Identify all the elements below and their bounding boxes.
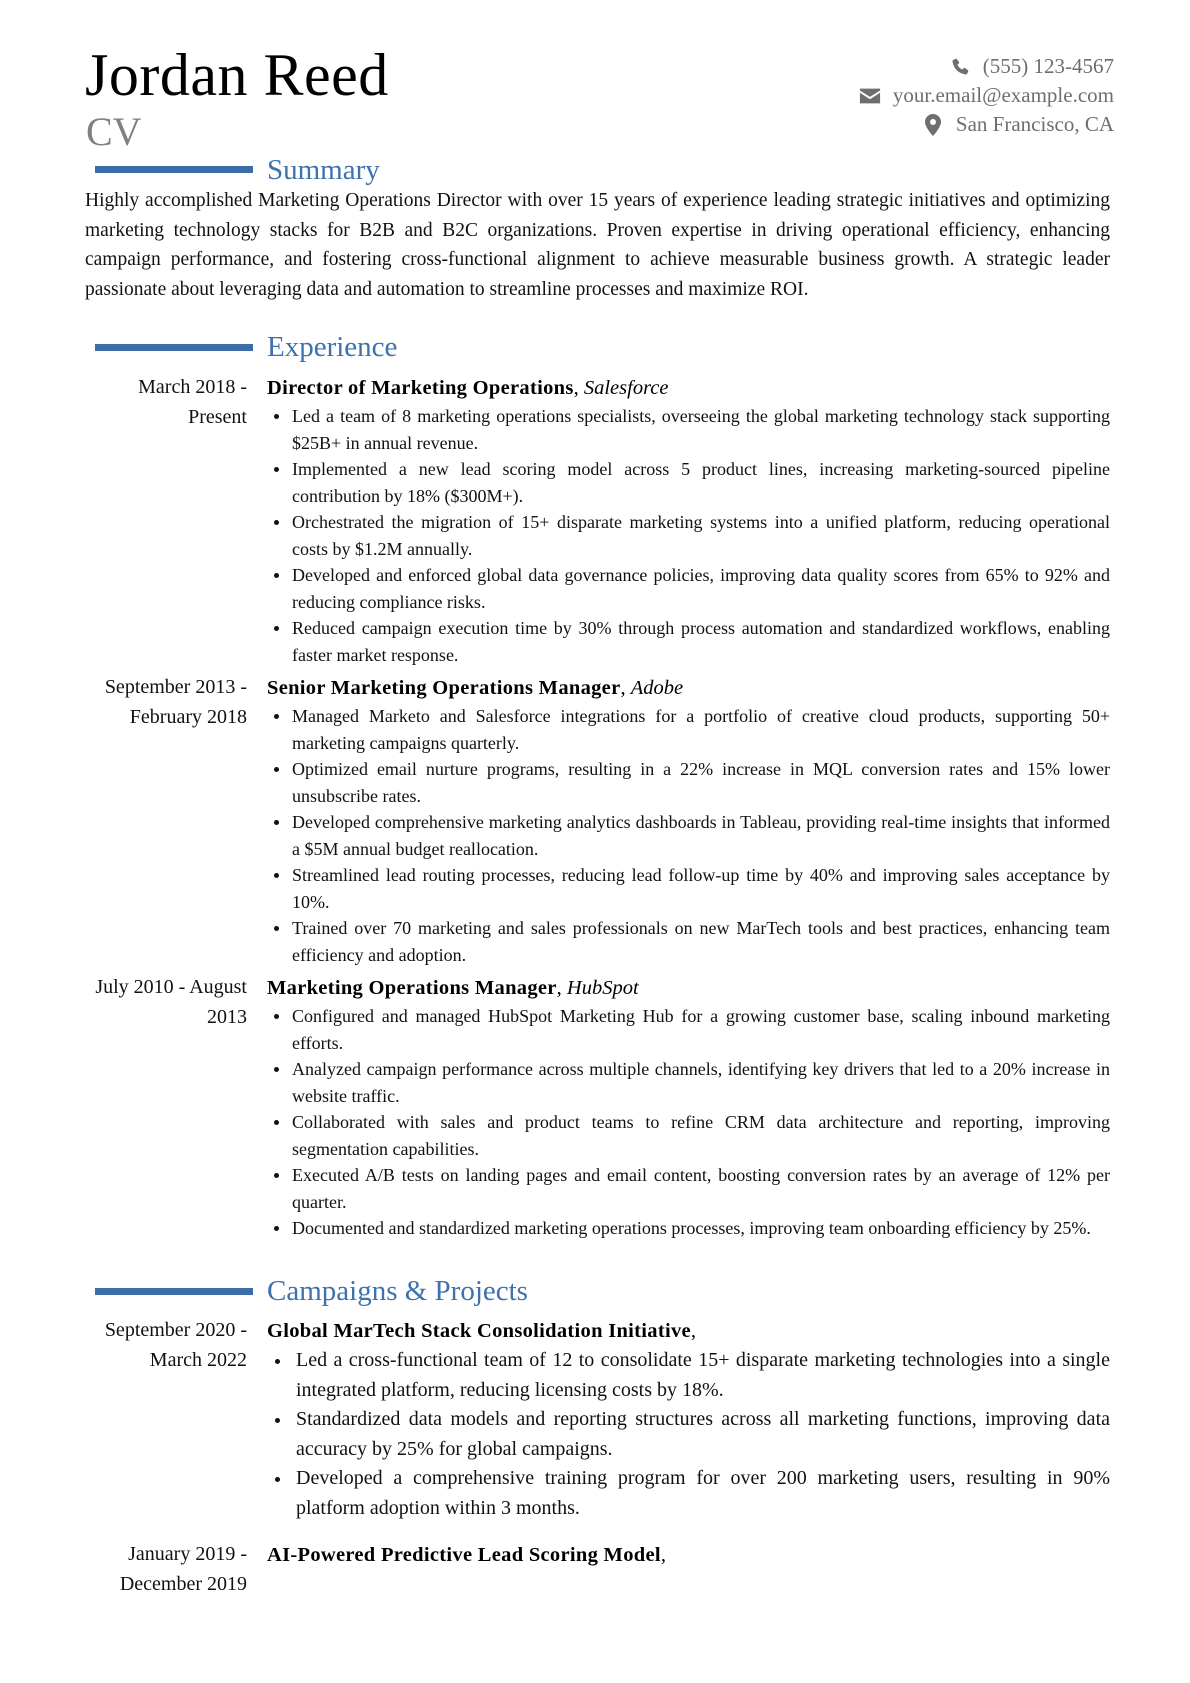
bullet-item: Led a cross-functional team of 12 to consolidate 15+ disparate marketing technologies into a single integrated platform, reducing licensing costs by 18%. (267, 1346, 1110, 1405)
document-subtitle: CV (86, 109, 142, 154)
bullet-item: Reduced campaign execution time by 30% through process automation and standardized workflows, enabling faster market response. (267, 615, 1110, 668)
entry-separator: , (556, 977, 567, 999)
entry-heading (267, 373, 1110, 403)
entry-date: March 2018 - Present (138, 376, 247, 428)
entry-role: Global MarTech Stack Consolidation Initiative (267, 1320, 691, 1342)
candidate-name: Jordan Reed (85, 42, 389, 108)
envelope-icon (859, 85, 881, 107)
phone-icon (949, 56, 971, 78)
entry-role: Director of Marketing Operations (267, 377, 574, 399)
section-experience-heading (0, 330, 1190, 364)
section-projects-heading (0, 1274, 1190, 1308)
entry-date: September 2013 - February 2018 (104, 676, 247, 728)
bullet-item: Orchestrated the migration of 15+ disparate marketing systems into a unified platform, reducing operational costs by $1.2M annually. (267, 509, 1110, 562)
section-title: Experience (267, 331, 398, 363)
contact-email (859, 81, 1114, 110)
entry-separator: , (573, 377, 584, 399)
entry-separator: , (660, 1544, 666, 1566)
bullet-item: Analyzed campaign performance across multiple channels, identifying key drivers that led to a 20% increase in website traffic. (267, 1056, 1110, 1109)
bullet-item: Standardized data models and reporting structures across all marketing functions, improving data accuracy by 25% for global campaigns. (267, 1405, 1110, 1464)
section-title: Summary (267, 154, 380, 186)
phone-text: (555) 123-4567 (982, 54, 1114, 78)
bullet-item: Developed and enforced global data governance policies, improving data quality scores from 65% to 92% and reducing compliance risks. (267, 562, 1110, 615)
entry-heading (267, 973, 1110, 1003)
entry-role: Marketing Operations Manager (267, 977, 557, 999)
entry-organization: HubSpot (566, 977, 639, 999)
entry-heading (267, 1540, 1110, 1570)
bullet-item: Led a team of 8 marketing operations specialists, overseeing the global marketing technology stack supporting $25B+ in annual revenue. (267, 403, 1110, 456)
bullet-item: Collaborated with sales and product teams to refine CRM data architecture and reporting, improving segmentation capabilities. (267, 1109, 1110, 1162)
entry-separator: , (620, 677, 631, 699)
bullet-item: Trained over 70 marketing and sales professionals on new MarTech tools and best practices, enhancing team efficiency and adoption. (267, 915, 1110, 968)
entry-bullets (267, 703, 1110, 968)
entry-date: September 2020 - March 2022 (104, 1319, 247, 1371)
entry-organization: Adobe (630, 677, 684, 699)
entry-organization: Salesforce (583, 377, 669, 399)
entry-bullets (267, 1003, 1110, 1242)
bullet-item: Optimized email nurture programs, resulting in a 22% increase in MQL conversion rates and 15% lower unsubscribe rates. (267, 756, 1110, 809)
location-text: San Francisco, CA (955, 112, 1114, 136)
contact-block (859, 52, 1114, 139)
bullet-item: Executed A/B tests on landing pages and email content, boosting conversion rates by an average of 12% per quarter. (267, 1162, 1110, 1215)
bullet-item: Documented and standardized marketing operations processes, improving team onboarding efficiency by 25%. (267, 1215, 1110, 1242)
section-title: Campaigns & Projects (267, 1275, 528, 1307)
entry-date: January 2019 - December 2019 (119, 1543, 247, 1595)
bullet-item: Developed a comprehensive training program for over 200 marketing users, resulting in 90% platform adoption within 3 months. (267, 1464, 1110, 1523)
entry-bullets (267, 1346, 1110, 1523)
entry-bullets (267, 403, 1110, 668)
section-rule (95, 166, 253, 173)
summary-text: Highly accomplished Marketing Operations Director with over 15 years of experience leading strategic initiatives and optimizing marketing technology stacks for B2B and B2C organizations. Proven expertise in driving operational efficiency, enhancing campaign performance, and fostering cross-functional alignment to achieve measurable business growth. A strategic leader passionate about leveraging data and automation to streamline processes and maximize ROI. (85, 190, 1110, 300)
entry-role: AI-Powered Predictive Lead Scoring Model (267, 1544, 661, 1566)
map-pin-icon (922, 114, 944, 136)
section-summary-heading (0, 153, 1190, 187)
entry-heading (267, 1316, 1110, 1346)
email-text[interactable]: your.email@example.com (892, 83, 1114, 107)
contact-phone (859, 52, 1114, 81)
bullet-item: Implemented a new lead scoring model across 5 product lines, increasing marketing-sourced pipeline contribution by 18% ($300M+). (267, 456, 1110, 509)
bullet-item: Streamlined lead routing processes, reducing lead follow-up time by 40% and improving sales acceptance by 10%. (267, 862, 1110, 915)
section-rule (95, 344, 253, 351)
bullet-item: Developed comprehensive marketing analytics dashboards in Tableau, providing real-time insights that informed a $5M annual budget reallocation. (267, 809, 1110, 862)
bullet-item: Managed Marketo and Salesforce integrations for a portfolio of creative cloud products, supporting 50+ marketing campaigns quarterly. (267, 703, 1110, 756)
entry-date: July 2010 - August 2013 (95, 976, 247, 1028)
entry-heading (267, 673, 1110, 703)
section-rule (95, 1288, 253, 1295)
contact-location (859, 110, 1114, 139)
bullet-item: Configured and managed HubSpot Marketing Hub for a growing customer base, scaling inbound marketing efforts. (267, 1003, 1110, 1056)
entry-separator: , (690, 1320, 697, 1342)
entry-role: Senior Marketing Operations Manager (267, 677, 621, 699)
